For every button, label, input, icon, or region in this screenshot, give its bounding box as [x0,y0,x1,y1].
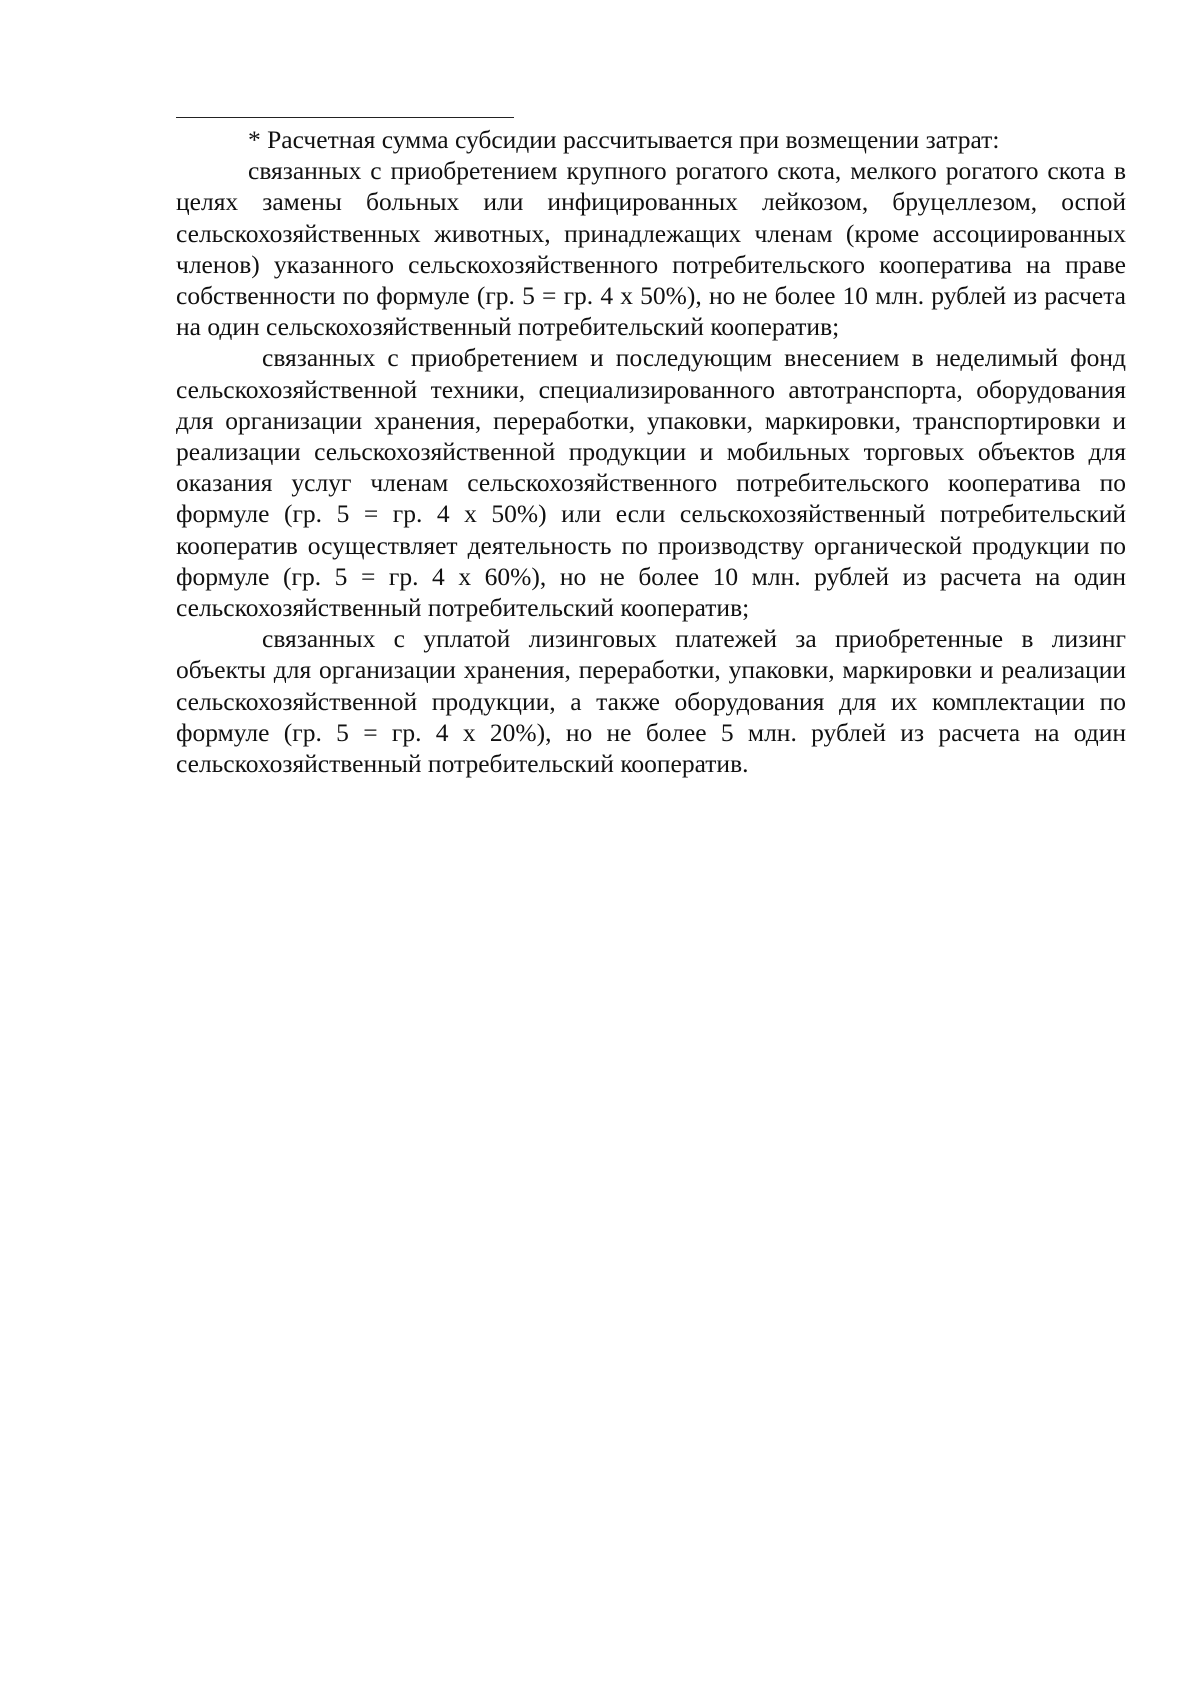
footnote-paragraph-leasing: связанных с уплатой лизинговых платежей за приобретенные в лизинг объекты для организации хранения, переработки, упаковки, маркировки и реализации сельскохозяйственной продукции, а также оборудования для их комплектации по формуле (гр. 5 = гр. 4 х 20%), но не более 5 млн. рублей из расчета на один сельскохозяйственный потребительский кооператив. [176,624,1126,779]
footnote-paragraph-livestock: связанных с приобретением крупного рогатого скота, мелкого рогатого скота в целях замены больных или инфицированных лейкозом, бруцеллезом, оспой сельскохозяйственных животных, принадлежащих членам (кроме ассоциированных членов) указанного сельскохозяйственного потребительского кооператива на праве собственности по формуле (гр. 5 = гр. 4 х 50%), но не более 10 млн. рублей из расчета на один сельскохозяйственный потребительский кооператив; [176,156,1126,342]
footnote-text [176,124,1126,779]
footnote-separator-line [176,117,514,118]
footnote-heading: * Расчетная сумма субсидии рассчитывается при возмещении затрат: [248,125,1000,154]
footnote-paragraph-equipment: связанных с приобретением и последующим внесением в неделимый фонд сельскохозяйственной техники, специализированного автотранспорта, оборудования для организации хранения, переработки, упаковки, маркировки, транспортировки и реализации сельскохозяйственной продукции и мобильных торговых объектов для оказания услуг членам сельскохозяйственного потребительского кооператива по формуле (гр. 5 = гр. 4 х 50%) или если сельскохозяйственный потребительский кооператив осуществляет деятельность по производству органической продукции по формуле (гр. 5 = гр. 4 х 60%), но не более 10 млн. рублей из расчета на один сельскохозяйственный потребительский кооператив; [176,343,1126,623]
